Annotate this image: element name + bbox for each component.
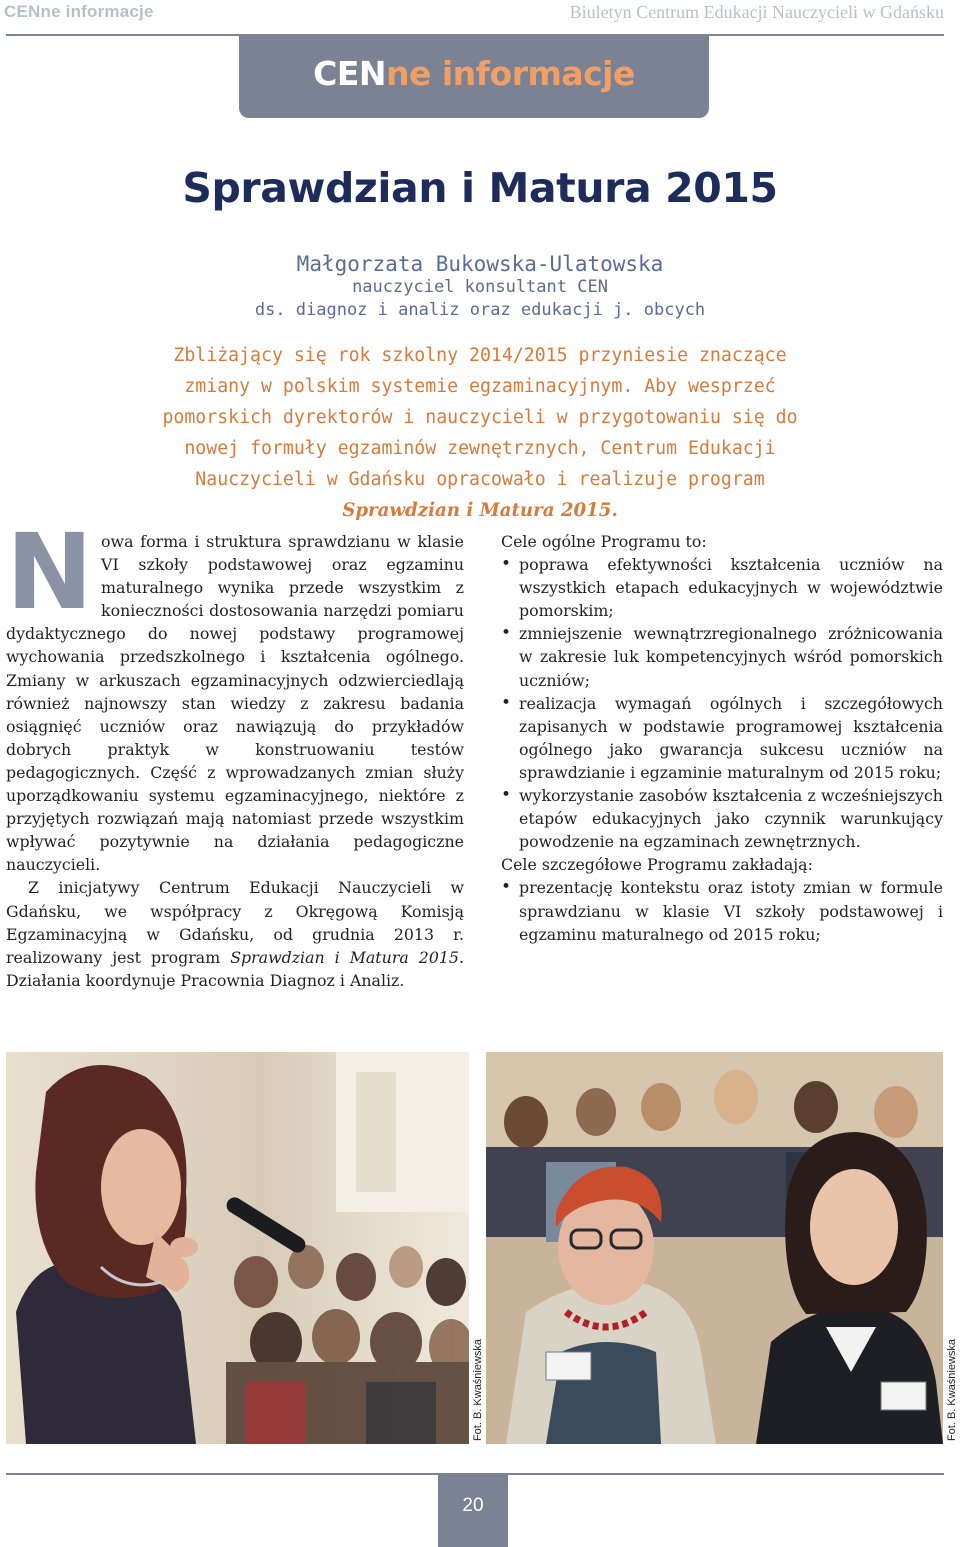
body-paragraph-1 <box>6 511 464 876</box>
photo-credit-right-text: Fot. B. Kwaśniewska <box>946 1338 958 1442</box>
section-banner-title <box>239 54 709 93</box>
running-header <box>0 0 960 40</box>
body-paragraph-2 <box>6 876 464 991</box>
lead-program-name: Sprawdzian i Matura 2015. <box>342 500 618 521</box>
lead-text: Zbliżający się rok szkolny 2014/2015 przyniesie znaczące zmiany w polskim systemie egzaminacyjnym. Aby wesprzeć pomorskich dyrektorów i nauczycieli w przygotowaniu się do nowej formuły egzaminów zewnętrznych, Centrum Edukacji Nauczycieli w Gdańsku opracowało i realizuje program <box>162 345 798 490</box>
general-goals-heading: Cele ogólne Programu to: <box>501 532 707 551</box>
list-item: • poprawa efektywności kształcenia uczniów na wszystkich etapach edukacyjnych w województwie pomorskim; <box>501 553 943 622</box>
page-number-tab <box>438 1475 508 1547</box>
header-publication-title: Biuletyn Centrum Edukacji Nauczycieli w Gdańsku <box>569 2 944 22</box>
section-banner-accent: CEN <box>313 54 386 93</box>
author-role-line2: ds. diagnoz i analiz oraz edukacji j. obcych <box>254 300 706 320</box>
specific-goals-heading: Cele szczegółowe Programu zakładają: <box>501 855 813 875</box>
body-paragraph-2-end: . Działania koordynuje Pracownia Diagnoz i Analiz. <box>6 947 465 990</box>
body-column-left <box>6 511 465 992</box>
drop-cap: N <box>6 511 94 633</box>
body-column-right <box>501 530 943 946</box>
body-paragraph-2-start: Z inicjatywy Centrum Edukacji Nauczycieli w Gdańsku, we współpracy z Okręgową Komisją Egzaminacyjną w Gdańsku, od grudnia 2013 r. realizowany jest program <box>6 878 464 967</box>
photo-speaker-image <box>6 1052 469 1444</box>
photo-credit-left <box>470 1052 486 1444</box>
specific-goals-list <box>501 876 943 945</box>
article-lead <box>140 340 820 526</box>
header-section-name: CENne informacje <box>4 2 154 21</box>
photo-credit-right <box>944 1052 960 1444</box>
photo-speaker-with-microphone <box>6 1052 469 1444</box>
photo-credit-left-text: Fot. B. Kwaśniewska <box>472 1338 484 1442</box>
list-item: • prezentację kontekstu oraz istoty zmian w formule sprawdzianu w klasie VI szkoły podstawowej i egzaminu maturalnego od 2015 roku; <box>501 876 943 945</box>
section-banner-rest: ne informacje <box>386 54 635 93</box>
section-banner <box>239 36 709 118</box>
author-block <box>0 253 960 322</box>
general-goals-list <box>501 553 943 853</box>
photo-workshop-participants <box>486 1052 943 1444</box>
author-role-line1: nauczyciel konsultant CEN <box>352 277 608 297</box>
program-name-italic: Sprawdzian i Matura 2015 <box>230 947 459 967</box>
body-paragraph-1-text: owa forma i struktura sprawdzianu w klasie VI szkoły podstawowej oraz egzaminu maturalnego wynika przede wszystkim z konieczności dostosowania narzędzi pomiaru dydaktycznego do nowej podstawy programowej wychowania przedszkolnego i kształcenia ogólnego. Zmiany w arkuszach egzaminacyjnych odzwierciedlają również najnowszy stan wiedzy z zakresu badania osiągnięć uczniów oraz nawiązują do przykładów dobrych praktyk w konstruowaniu testów pedagogicznych. Część z wprowadzanych zmian służy uporządkowaniu systemu egzaminacyjnego, niektóre z przyjętych rozwiązań mają natomiast przede wszystkim wpływać pozytywnie na działania pedagogiczne nauczycieli. <box>6 532 464 875</box>
photo-participants-image <box>486 1052 943 1444</box>
author-name: Małgorzata Bukowska-Ulatowska <box>296 252 664 276</box>
list-item: • wykorzystanie zasobów kształcenia z wcześniejszych etapów edukacyjnych jako czynnik warunkujący powodzenie na egzaminach zewnętrznych. <box>501 784 943 853</box>
page-number: 20 <box>462 1495 484 1516</box>
list-item: • realizacja wymagań ogólnych i szczegółowych zapisanych w podstawie programowej kształcenia ogólnego jako gwarancja sukcesu uczniów na sprawdzianie i egzaminie maturalnym od 2015 roku; <box>501 692 943 784</box>
article-title: Sprawdzian i Matura 2015 <box>182 164 778 212</box>
list-item: • zmniejszenie wewnątrzregionalnego zróżnicowania w zakresie luk kompetencyjnych wśród pomorskich uczniów; <box>501 622 943 691</box>
